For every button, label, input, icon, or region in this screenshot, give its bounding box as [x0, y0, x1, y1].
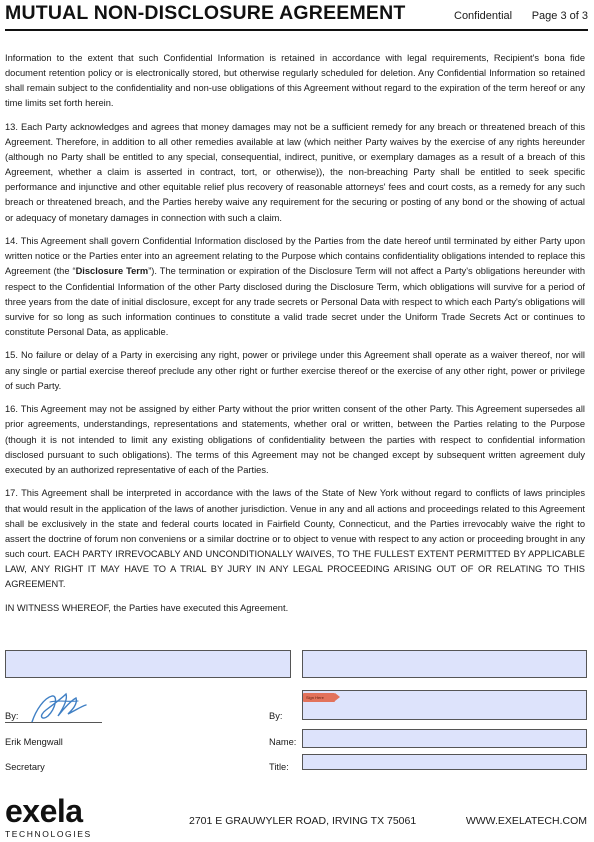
left-by-label: By: [5, 711, 19, 721]
paragraph-14 [5, 234, 585, 340]
signer-title: Secretary [5, 762, 45, 772]
sign-here-flag[interactable]: Sign Here [303, 693, 335, 702]
right-by-label: By: [269, 711, 283, 721]
page-header [5, 2, 588, 28]
signature-image [28, 690, 90, 733]
logo-wordmark: exela [5, 793, 83, 829]
footer-website: WWW.EXELATECH.COM [465, 815, 587, 827]
party-1-company-field[interactable] [5, 650, 291, 678]
page-number: Page 3 of 3 [531, 10, 588, 22]
exela-logo [5, 793, 92, 839]
confidential-label: Confidential [454, 10, 513, 22]
right-title-label: Title: [269, 762, 289, 772]
signer-name: Erik Mengwall [5, 737, 63, 747]
right-name-label: Name: [269, 737, 297, 747]
footer-address: 2701 E GRAUWYLER ROAD, IRVING TX 75061 [189, 815, 417, 827]
party-2-company-field[interactable] [302, 650, 587, 678]
logo-subtitle: TECHNOLOGIES [5, 829, 92, 839]
paragraph-14-text-b: ”). The termination or expiration of the Disclosure Term will not affect a Party's obligations hereunder with respect to the Confidential Information of the other Party disclosed during the Disclosure Term, which obligations will survive for a period of three years from the date of initial disclosure, except for any trade secrets or Personal Data with respect to which each Party's obligations will survive for so long as such information continues to constitute a valid trade secret under the Uniform Trade Secrets Act or continues to constitute Personal Data, as applicable. [5, 266, 585, 337]
party-2-title-field[interactable] [302, 754, 587, 770]
paragraph-continued: Information to the extent that such Confidential Information is retained in accordance with legal requirements, Recipient's bona fide document retention policy or is electronically stored, but otherwise regularly scheduled for deletion. Any Confidential Information so retained shall remain subject to the confidentiality and non-use obligations of this Agreement without regard to the expiration of the term hereof or any time limits set forth herein. [5, 53, 585, 109]
paragraph-13: 13. Each Party acknowledges and agrees that money damages may not be a sufficient remedy for any breach or threatened breach of this Agreement. Therefore, in addition to all other remedies available at law (which neither Party waives by the exercise of any rights hereunder (although no Party shall be entitled to any special, consequential, indirect, punitive, or exemplary damages as a result of a breach of this Agreement, whether a claim is asserted in contract, tort, or otherwise)), the non-breaching Party shall be entitled to seek specific performance and injunctive and other equitable relief plus recovery of reasonable attorneys' fees and court costs, as a remedy for any such breach or threatened breach, and the Parties hereby waive any requirement for the securing or posting of any bond or the showing of actual or adequacy of monetary damages in connection with such a claim. [5, 121, 585, 223]
document-title: MUTUAL NON-DISCLOSURE AGREEMENT [5, 2, 406, 24]
paragraph-16: 16. This Agreement may not be assigned by either Party without the prior written consent of the other Party. This Agreement supersedes all prior agreements, understandings, representations and statements, whether oral or written, between the Parties relating to the Purpose (though it is not intended to limit any existing obligations of confidentiality between the parties with respect to confidential information disclosed pursuant to such obligations). The terms of this Agreement may not be changed except by subsequent written agreement duly executed by an authorized representative of each of the Parties. [5, 404, 585, 475]
disclosure-term-defined: Disclosure Term [75, 266, 149, 277]
signature-line [5, 722, 102, 723]
agreement-body [5, 51, 585, 624]
party-2-signature-field[interactable] [302, 690, 587, 720]
paragraph-17: 17. This Agreement shall be interpreted in accordance with the laws of the State of New York without regard to conflicts of laws principles that would result in the application of the laws of another jurisdiction. Venue in any and all actions and proceedings related to this Agreement shall be exclusively in the state and federal courts located in Fairfield County, Connecticut, and the Parties irrevocably waive the right to assert the doctrine of forum non conveniens or a similar doctrine or to object to venue with respect to any action or proceeding brought in any such court. EACH PARTY IRREVOCABLY AND UNCONDITIONALLY WAIVES, TO THE FULLEST EXTENT PERMITTED BY APPLICABLE LAW, ANY RIGHT IT MAY HAVE TO A TRIAL BY JURY IN ANY LEGAL PROCEEDING ARISING OUT OF OR RELATING TO THIS AGREEMENT. [5, 488, 585, 589]
header-rule [5, 29, 588, 31]
paragraph-14-text-a: 14. This Agreement shall govern Confidential Information disclosed by the Parties from the date hereof until terminated by either Party upon written notice or the Parties enter into an agreement relating to the Purpose which contains confidentiality obligations intended to replace this Agreement (the “ [5, 236, 585, 277]
witness-statement: IN WITNESS WHEREOF, the Parties have executed this Agreement. [5, 602, 289, 613]
party-2-name-field[interactable] [302, 729, 587, 748]
paragraph-15: 15. No failure or delay of a Party in exercising any right, power or privilege under this Agreement shall operate as a waiver thereof, nor will any single or partial exercise thereof preclude any other right or further exercise thereof or the exercise of any other right, power or privilege of such Party. [5, 350, 585, 391]
